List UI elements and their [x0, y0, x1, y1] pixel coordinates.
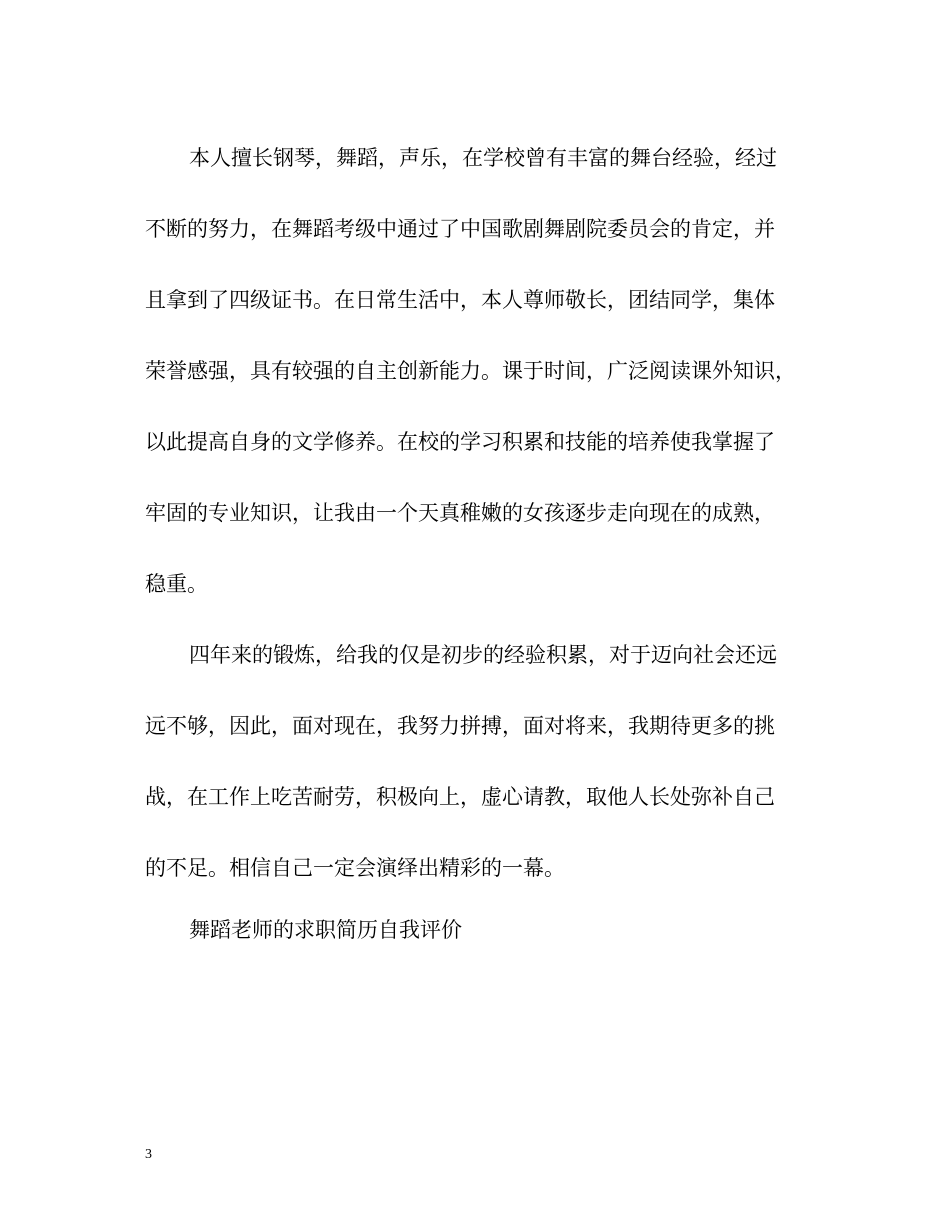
paragraph-1-line-4: 荣誉感强，具有较强的自主创新能力。课于时间，广泛阅读课外知识，	[145, 359, 796, 383]
paragraph-2-line-3: 战，在工作上吃苦耐劳，积极向上，虚心请教，取他人长处弥补自己	[145, 785, 775, 809]
paragraph-2-line-1: 四年来的锻炼，给我的仅是初步的经验积累，对于迈向社会还远	[189, 643, 777, 667]
section-heading: 舞蹈老师的求职简历自我评价	[189, 918, 462, 942]
paragraph-1-line-5: 以此提高自身的文学修养。在校的学习积累和技能的培养使我掌握了	[145, 430, 775, 454]
paragraph-1-line-6: 牢固的专业知识，让我由一个天真稚嫩的女孩逐步走向现在的成熟，	[145, 501, 775, 525]
paragraph-2-line-4: 的不足。相信自己一定会演绎出精彩的一幕。	[145, 856, 565, 880]
paragraph-1-line-3: 且拿到了四级证书。在日常生活中，本人尊师敬长，团结同学，集体	[145, 288, 775, 312]
paragraph-1-line-2: 不断的努力，在舞蹈考级中通过了中国歌剧舞剧院委员会的肯定，并	[145, 217, 775, 241]
paragraph-1-line-1: 本人擅长钢琴，舞蹈，声乐，在学校曾有丰富的舞台经验，经过	[189, 146, 777, 170]
page-number: 3	[145, 1147, 152, 1162]
paragraph-1-line-7: 稳重。	[145, 572, 208, 596]
paragraph-2-line-2: 远不够，因此，面对现在，我努力拼搏，面对将来，我期待更多的挑	[145, 714, 775, 738]
